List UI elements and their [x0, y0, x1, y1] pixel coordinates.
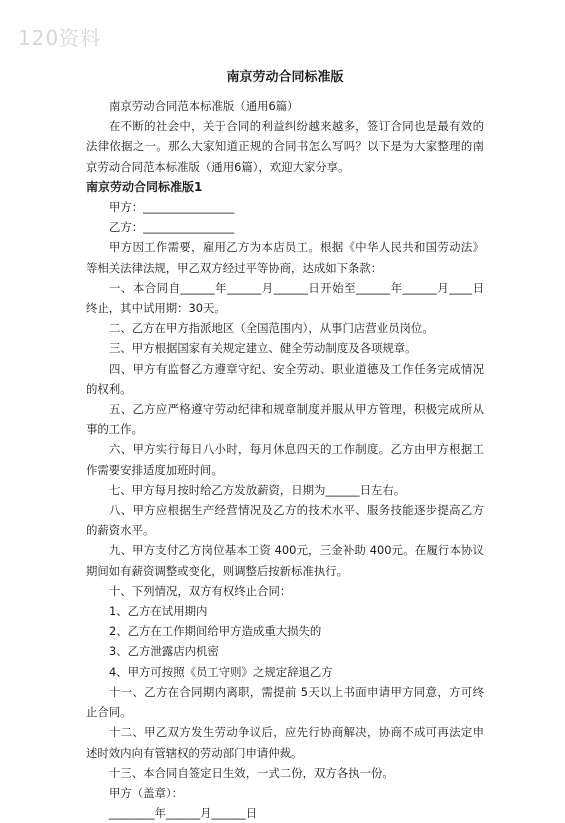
party-b-line: 乙方：________________: [109, 220, 235, 235]
clause-2: 二、乙方在甲方指派地区（全国范围内），从事门店营业员岗位。: [109, 321, 434, 336]
clause-3: 三、甲方根据国家有关规定建立、健全劳动制度及各项规章。: [109, 341, 417, 356]
clause-12: 十二、甲乙双方发生劳动争议后，应先行协商解决，协商不成可再法定申述时效内向有管辖权的劳动部门申请仲裁。: [86, 725, 484, 760]
document-page: [86, 68, 484, 823]
clause-8: 八、甲方应根据生产经营情况及乙方的技术水平、服务技能逐步提高乙方的薪资水平。: [86, 503, 484, 538]
clause-5: 五、乙方应严格遵守劳动纪律和规章制度并服从甲方管理，积极完成所从事的工作。: [86, 402, 484, 437]
clause-9: 九、甲方支付乙方岗位基本工资 400元，三金补助 400元。在履行本协议期间如有薪资调整或变化，则调整后按新标准执行。: [86, 543, 484, 578]
section-title: 南京劳动合同标准版1: [86, 179, 203, 194]
clause-11: 十一、乙方在合同期内离职，需提前 5天以上书面申请甲方同意，方可终止合同。: [86, 684, 484, 720]
clause-10-item-2: 2、乙方在工作期间给甲方造成重大损失的: [109, 624, 322, 639]
intro-subtitle: 南京劳动合同范本标准版（通用6篇）: [109, 99, 299, 113]
clause-1: 一、本合同自______年______月______日开始至______年______月____日终止，其中试用期：30天。: [86, 280, 484, 316]
document-title: 南京劳动合同标准版: [226, 70, 344, 85]
clause-10-item-1: 1、乙方在试用期内: [109, 604, 208, 619]
contract-preamble: 甲方因工作需要，雇用乙方为本店员工。根据《中华人民共和国劳动法》等相关法律法规，甲乙双方经过平等协商，达成如下条款：: [86, 240, 484, 275]
watermark: 120资料: [18, 26, 102, 50]
clause-10-item-4: 4、甲方可按照《员工守则》之规定辞退乙方: [109, 664, 333, 679]
clause-10: 十、下列情况，双方有权终止合同：: [109, 583, 292, 598]
clause-4: 四、甲方有监督乙方遵章守纪、安全劳动、职业道德及工作任务完成情况的权利。: [86, 361, 484, 396]
signature-date-line: ________年______月______日: [109, 806, 258, 821]
clause-7: 七、甲方每月按时给乙方发放薪资，日期为______日左右。: [109, 482, 406, 497]
clause-6: 六、甲方实行每日八小时，每月休息四天的工作制度。乙方由甲方根据工作需要安排适度加班时间。: [86, 442, 484, 477]
party-a-line: 甲方：________________: [109, 200, 235, 215]
intro-paragraph: 在不断的社会中，关于合同的利益纠纷越来越多，签订合同也是最有效的法律依据之一。那么大家知道正规的合同书怎么写吗？以下是为大家整理的南京劳动合同范本标准版（通用6篇），欢迎大家分享。: [86, 119, 484, 174]
clause-10-item-3: 3、乙方泄露店内机密: [109, 644, 219, 659]
party-a-seal-line: 甲方（盖章）：: [109, 785, 184, 800]
clause-13: 十三、本合同自签定日生效，一式二份，双方各执一份。: [109, 765, 394, 780]
